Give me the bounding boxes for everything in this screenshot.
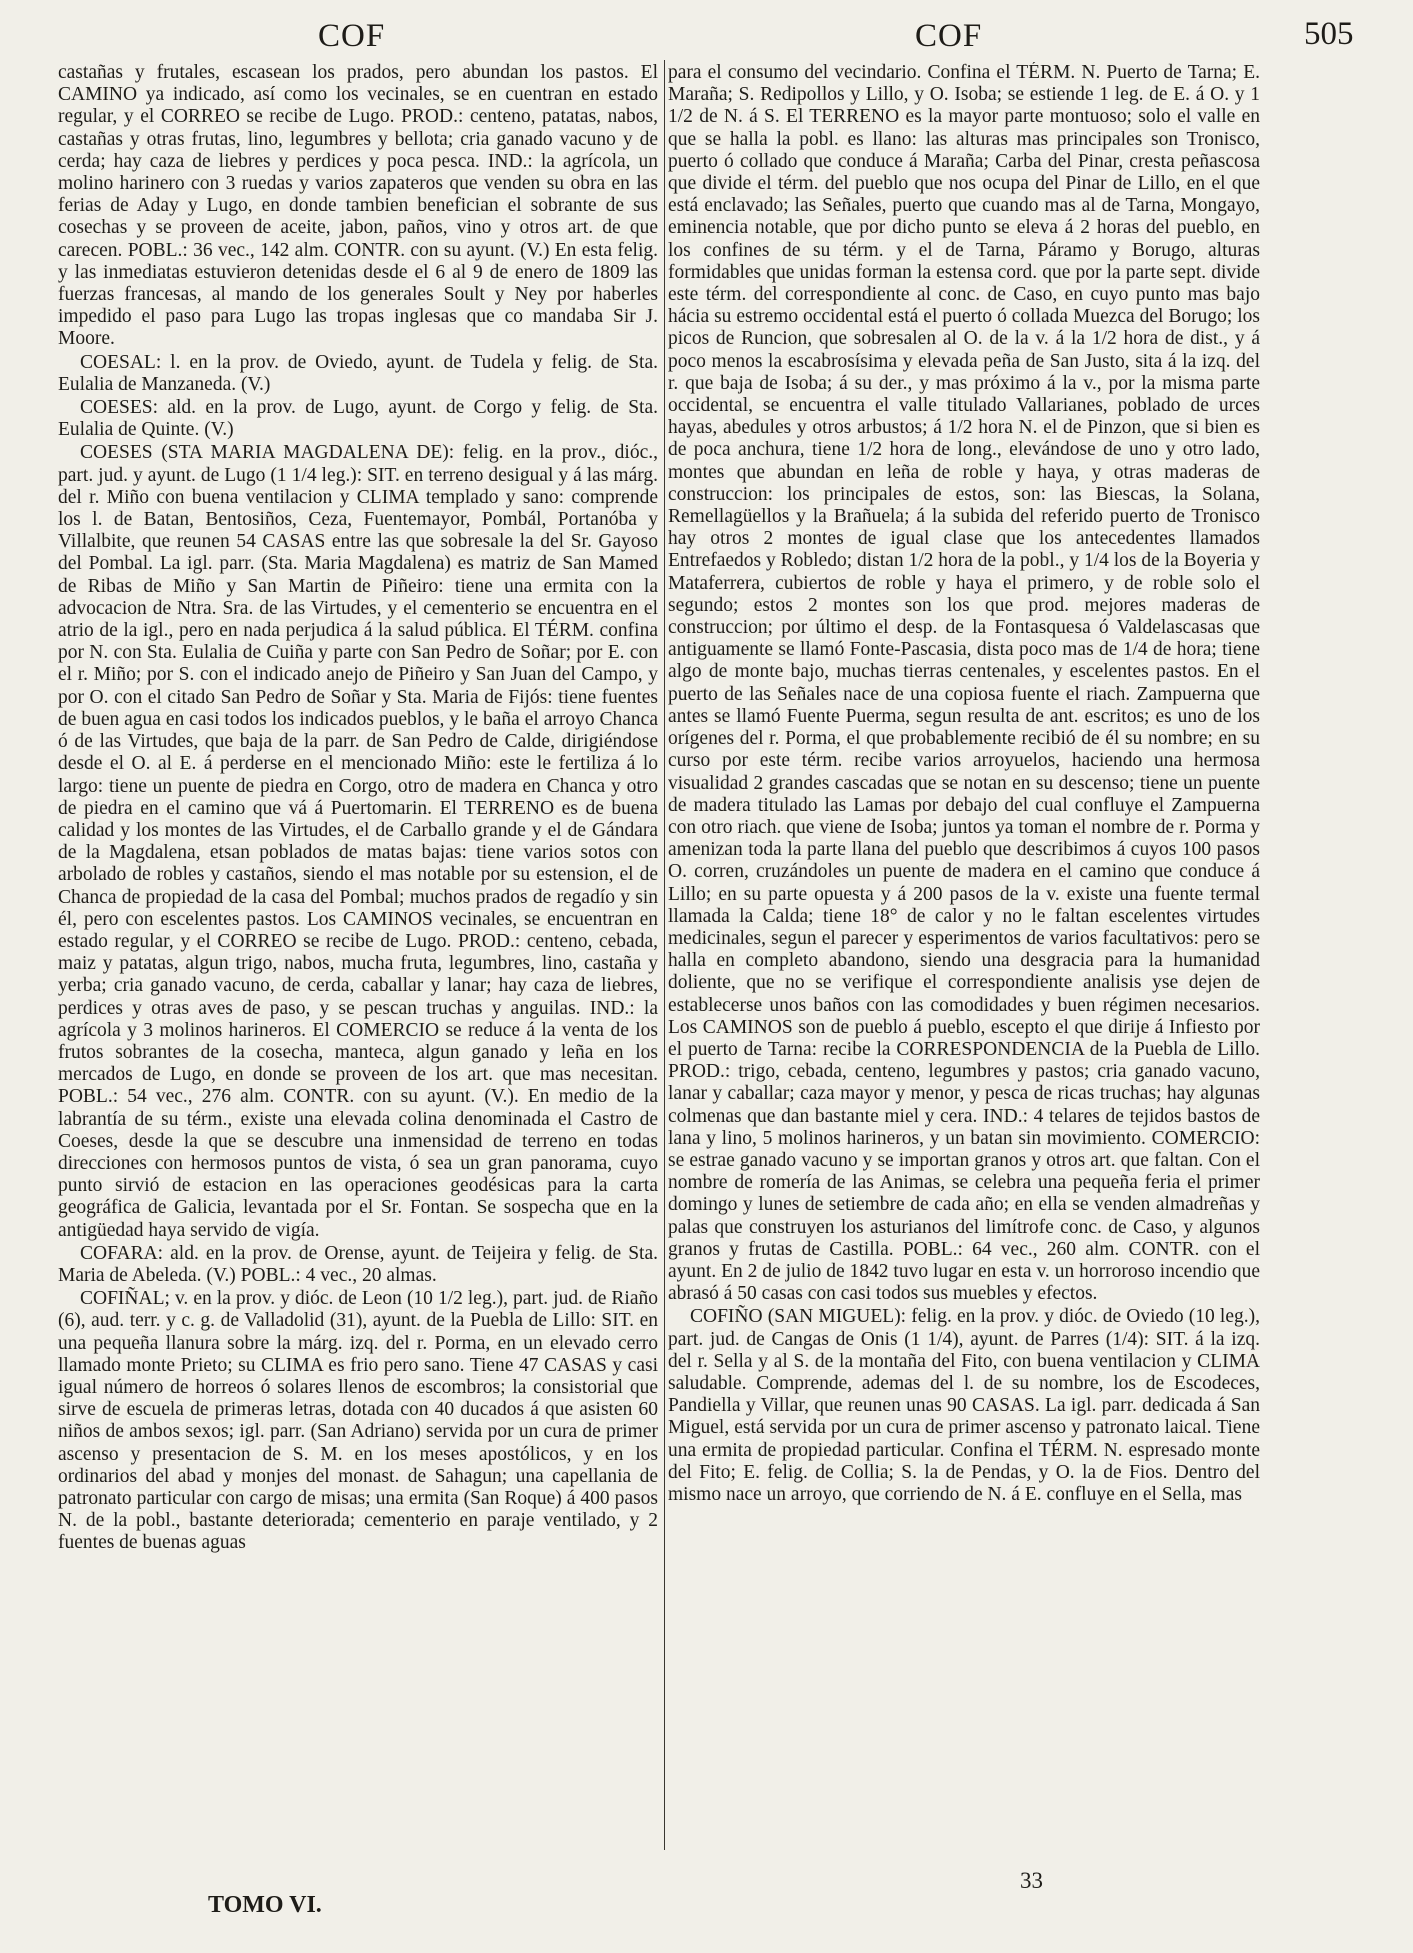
entry-paragraph: COESES: ald. en la prov. de Lugo, ayunt. de Corgo y felig. de Sta. Eulalia de Quinte. (V.) xyxy=(58,397,658,441)
page-number: 505 xyxy=(1304,16,1354,52)
running-head-left: COF xyxy=(318,18,386,54)
entry-paragraph: COESAL: l. en la prov. de Oviedo, ayunt. de Tudela y felig. de Sta. Eulalia de Manzaneda. (V.) xyxy=(58,351,658,395)
column-divider xyxy=(664,60,665,1850)
left-column xyxy=(58,62,658,1857)
entry-paragraph: castañas y frutales, escasean los prados, pero abundan los pastos. El CAMINO ya indicado, así como los vecinales, se en cuentran en estado regular, y el CORREO se recibe de Lugo. PROD.: centeno, patatas, nabos, castañas y otras frutas, lino, legumbres y bellota; cria ganado vacuno y de cerda; hay caza de liebres y perdices y poca pesca. IND.: la agrícola, un molino harinero con 3 ruedas y varios zapateros que venden su obra en las ferias de Aday y Lugo, en donde tambien benefician el sobrante de sus cosechas y se proveen de aceite, jabon, paños, vino y otros art. de que carecen. POBL.: 36 vec., 142 alm. CONTR. con su ayunt. (V.) En esta felig. y las inmediatas estuvieron detenidas desde el 6 al 9 de enero de 1809 las fuerzas francesas, al mando de los generales Soult y Ney por haberles impedido el paso para Lugo las tropas inglesas que co mandaba Sir J. Moore. xyxy=(58,62,658,350)
entry-paragraph: COFARA: ald. en la prov. de Orense, ayunt. de Teijeira y felig. de Sta. Maria de Abeleda. (V.) POBL.: 4 vec., 20 almas. xyxy=(58,1242,658,1286)
right-column xyxy=(668,62,1260,1857)
running-head-right: COF xyxy=(915,18,983,54)
entry-paragraph: COFIÑAL; v. en la prov. y dióc. de Leon (10 1/2 leg.), part. jud. de Riaño (6), aud. terr. y c. g. de Valladolid (31), ayunt. de la Puebla de Lillo: SIT. en una pequeña llanura sobre la márg. izq. del r. Porma, en un elevado cerro llamado monte Prieto; su CLIMA es frio pero sano. Tiene 47 CASAS y casi igual número de horreos ó solares llenos de escombros; la consistorial que sirve de escuela de primeras letras, dotada con 40 ducados á que asisten 60 niños de ambos sexos; igl. parr. (San Adriano) servida por un cura de primer ascenso y presentacion de S. M. en los meses apostólicos, y en los ordinarios del abad y monjes del monast. de Sahagun; una capellania de patronato particular con cargo de misas; una ermita (San Roque) á 400 pasos N. de la pobl., bastante deteriorada; cementerio en paraje ventilado, y 2 fuentes de buenas aguas xyxy=(58,1288,658,1554)
volume-signature: TOMO VI. xyxy=(208,1892,322,1918)
entry-paragraph: COESES (STA MARIA MAGDALENA DE): felig. en la prov., dióc., part. jud. y ayunt. de Lugo (1 1/4 leg.): SIT. en terreno desigual y á las márg. del r. Miño con buena ventilacion y CLIMA templado y sano: comprende los l. de Batan, Bentosiños, Ceza, Fuentemayor, Pombál, Portanóba y Villalbite, que reunen 54 CASAS entre las que sobresale la del Sr. Gayoso del Pombal. La igl. parr. (Sta. Maria Magdalena) es matriz de San Mamed de Ribas de Miño y San Martin de Piñeiro: tiene una ermita con la advocacion de Ntra. Sra. de las Virtudes, y el cementerio se encuentra en el atrio de la igl., pero en nada perjudica á la salud pública. El TÉRM. confina por N. con Sta. Eulalia de Cuiña y parte con San Pedro de Soñar; por E. con el r. Miño; por S. con el indicado anejo de Piñeiro y San Juan del Campo, y por O. con el citado San Pedro de Soñar y Sta. Maria de Fijós: tiene fuentes de buen agua en casi todos los indicados pueblos, y le baña el arroyo Chanca ó de las Virtudes, que baja de la parr. de San Pedro de Calde, dirigiéndose desde el O. al E. á perderse en el mencionado Miño: este le fertiliza á lo largo: tiene un puente de piedra en Corgo, otro de madera en Chanca y otro de piedra en el camino que vá á Puertomarin. El TERRENO es de buena calidad y los montes de las Virtudes, el de Carballo grande y el de Gándara de la Magdalena, etsan poblados de matas bajas: tiene varios sotos con arbolado de robles y castaños, siendo el mas notable por su estension, el de Chanca de propiedad de la casa del Pombal; muchos prados de regadío y sin él, pero con escelentes pastos. Los CAMINOS vecinales, se encuentran en estado regular, y el CORREO se recibe de Lugo. PROD.: centeno, cebada, maiz y patatas, algun trigo, nabos, mucha fruta, legumbres, lino, castaña y yerba; cria ganado vacuno, de cerda, caballar y lanar; hay caza de liebres, perdices y otras aves de paso, y se pescan truchas y anguilas. IND.: la agrícola y 3 molinos harineros. El COMERCIO se reduce á la venta de los frutos sobrantes de la cosecha, manteca, algun ganado y leña en los mercados de Lugo, en donde se proveen de los art. que mas necesitan. POBL.: 54 vec., 276 alm. CONTR. con su ayunt. (V.). En medio de la labrantía de su térm., existe una elevada colina denominada el Castro de Coeses, desde la que se descubre una inmensidad de terreno en todas direcciones con hermosos puntos de vista, ó sea un gran panorama, cuyo punto sirvió de estacion en las operaciones geodésicas para la carta geográfica de Galicia, levantada por el Sr. Fontan. Se sospecha que en la antigüedad haya servido de vigía. xyxy=(58,442,658,1241)
entry-paragraph: para el consumo del vecindario. Confina el TÉRM. N. Puerto de Tarna; E. Maraña; S. Redipollos y Lillo, y O. Isoba; se estiende 1 leg. de E. á O. y 1 1/2 de N. á S. El TERRENO es la mayor parte montuoso; solo el valle en que se halla la pobl. es llano: las alturas mas principales son Tronisco, puerto ó collado que conduce á Maraña; Carba del Pinar, cresta peñascosa que divide el térm. del pueblo que nos ocupa del Pinar de Lillo, en el que está enclavado; las Señales, puerto que cuando mas al de Tarna, Mongayo, eminencia notable, que por dicho punto se eleva á 2 horas del pueblo, en los confines de su térm. y el de Tarna, Páramo y Borugo, alturas formidables que unidas forman la estensa cord. que por la parte sept. divide este térm. del correspondiente al conc. de Caso, en cuyo punto mas bajo hácia su estremo occidental está el puerto ó collada Muezca del Borugo; los picos de Runcion, que sobresalen al O. de la v. á la 1/2 hora de dist., y á poco menos la escabrosísima y elevada peña de San Justo, sita á la izq. del r. que baja de Isoba; á su der., y mas próximo á la v., por la misma parte occidental, se encuentra el valle titulado Vallarianes, poblado de urces hayas, abedules y otros arbustos; á 1/2 hora N. el de Pinzon, que si bien es de poca anchura, tiene 1/2 hora de long., elevándose de uno y otro lado, montes que abundan en leña de roble y haya, y otras maderas de construccion: los principales de estos, son: las Biescas, la Solana, Remellagüellos y la Brañuela; á la subida del referido puerto de Tronisco hay otros 2 montes de igual clase que los antecedentes llamados Entrefaedos y Robledo; distan 1/2 hora de la pobl., y 1/4 los de la Boyeria y Mataferrera, cubiertos de roble y haya el primero, y de roble solo el segundo; estos 2 montes son los que prod. mejores maderas de construccion; por último el desp. de la Fontasquesa ó Valdelascasas que antiguamente se llamó Fonte-Pascasia, dista poco mas de 1/4 de hora; tiene algo de monte bajo, muchas tierras centenales, y escelentes pastos. En el puerto de las Señales nace de una copiosa fuente el riach. Zampuerna que antes se llamó Fuente Puerma, segun resulta de ant. escritos; es uno de los orígenes del r. Porma, el que probablemente recibió de él su nombre; en su curso por este térm. recibe varios arroyuelos, haciendo una hermosa visualidad 2 grandes cascadas que se notan en su descenso; tiene un puente de madera titulado las Lamas por debajo del cual confluye el Zampuerna con otro riach. que viene de Isoba; juntos ya toman el nombre de r. Porma y amenizan toda la parte llana del pueblo que describimos á cuyos 100 pasos O. corren, cruzándoles un puente de madera en el camino que conduce á Lillo; en su parte opuesta y á 200 pasos de la v. existe una fuente termal llamada la Calda; tiene 18° de calor y no le faltan escelentes virtudes medicinales, segun el parecer y esperimentos de varios facultativos: pero se halla en completo abandono, siendo una desgracia para la humanidad doliente, que no se verifique el correspondiente analisis yse dejen de establecerse unos baños con las comodidades y buen régimen necesarios. Los CAMINOS son de pueblo á pueblo, escepto el que dirije á Infiesto por el puerto de Tarna: recibe la CORRESPONDENCIA de la Puebla de Lillo. PROD.: trigo, cebada, centeno, legumbres y pastos; cria ganado vacuno, lanar y caballar; caza mayor y menor, y pesca de ricas truchas; hay algunas colmenas que dan bastante miel y cera. IND.: 4 telares de tejidos bastos de lana y lino, 5 molinos harineros, y un batan sin movimiento. COMERCIO: se estrae ganado vacuno y se importan granos y otros art. que faltan. Con el nombre de romería de las Animas, se celebra una pequeña feria el primer domingo y lunes de setiembre de cada año; en ella se venden almadreñas y palas que construyen los asturianos del limítrofe conc. de Caso, y algunos granos y frutas de Castilla. POBL.: 64 vec., 260 alm. CONTR. con el ayunt. En 2 de julio de 1842 tuvo lugar en esta v. un horroroso incendio que abrasó á 50 casas con casi todos sus muebles y efectos. xyxy=(668,62,1260,1305)
entry-paragraph: COFIÑO (SAN MIGUEL): felig. en la prov. y dióc. de Oviedo (10 leg.), part. jud. de Cangas de Onis (1 1/4), ayunt. de Parres (1/4): SIT. á la izq. del r. Sella y al S. de la montaña del Fito, con buena ventilacion y CLIMA saludable. Comprende, ademas del l. de su nombre, los de Escodeces, Pandiella y Villar, que reunen unas 90 CASAS. La igl. parr. dedicada á San Miguel, está servida por un cura de primer ascenso y patronato laical. Tiene una ermita de propiedad particular. Confina el TÉRM. N. espresado monte del Fito; E. felig. de Collia; S. la de Pendas, y O. la de Fios. Dentro del mismo nace un arroyo, que corriendo de N. á E. confluye en el Sella, mas xyxy=(668,1306,1260,1505)
sheet-number: 33 xyxy=(1020,1868,1043,1893)
